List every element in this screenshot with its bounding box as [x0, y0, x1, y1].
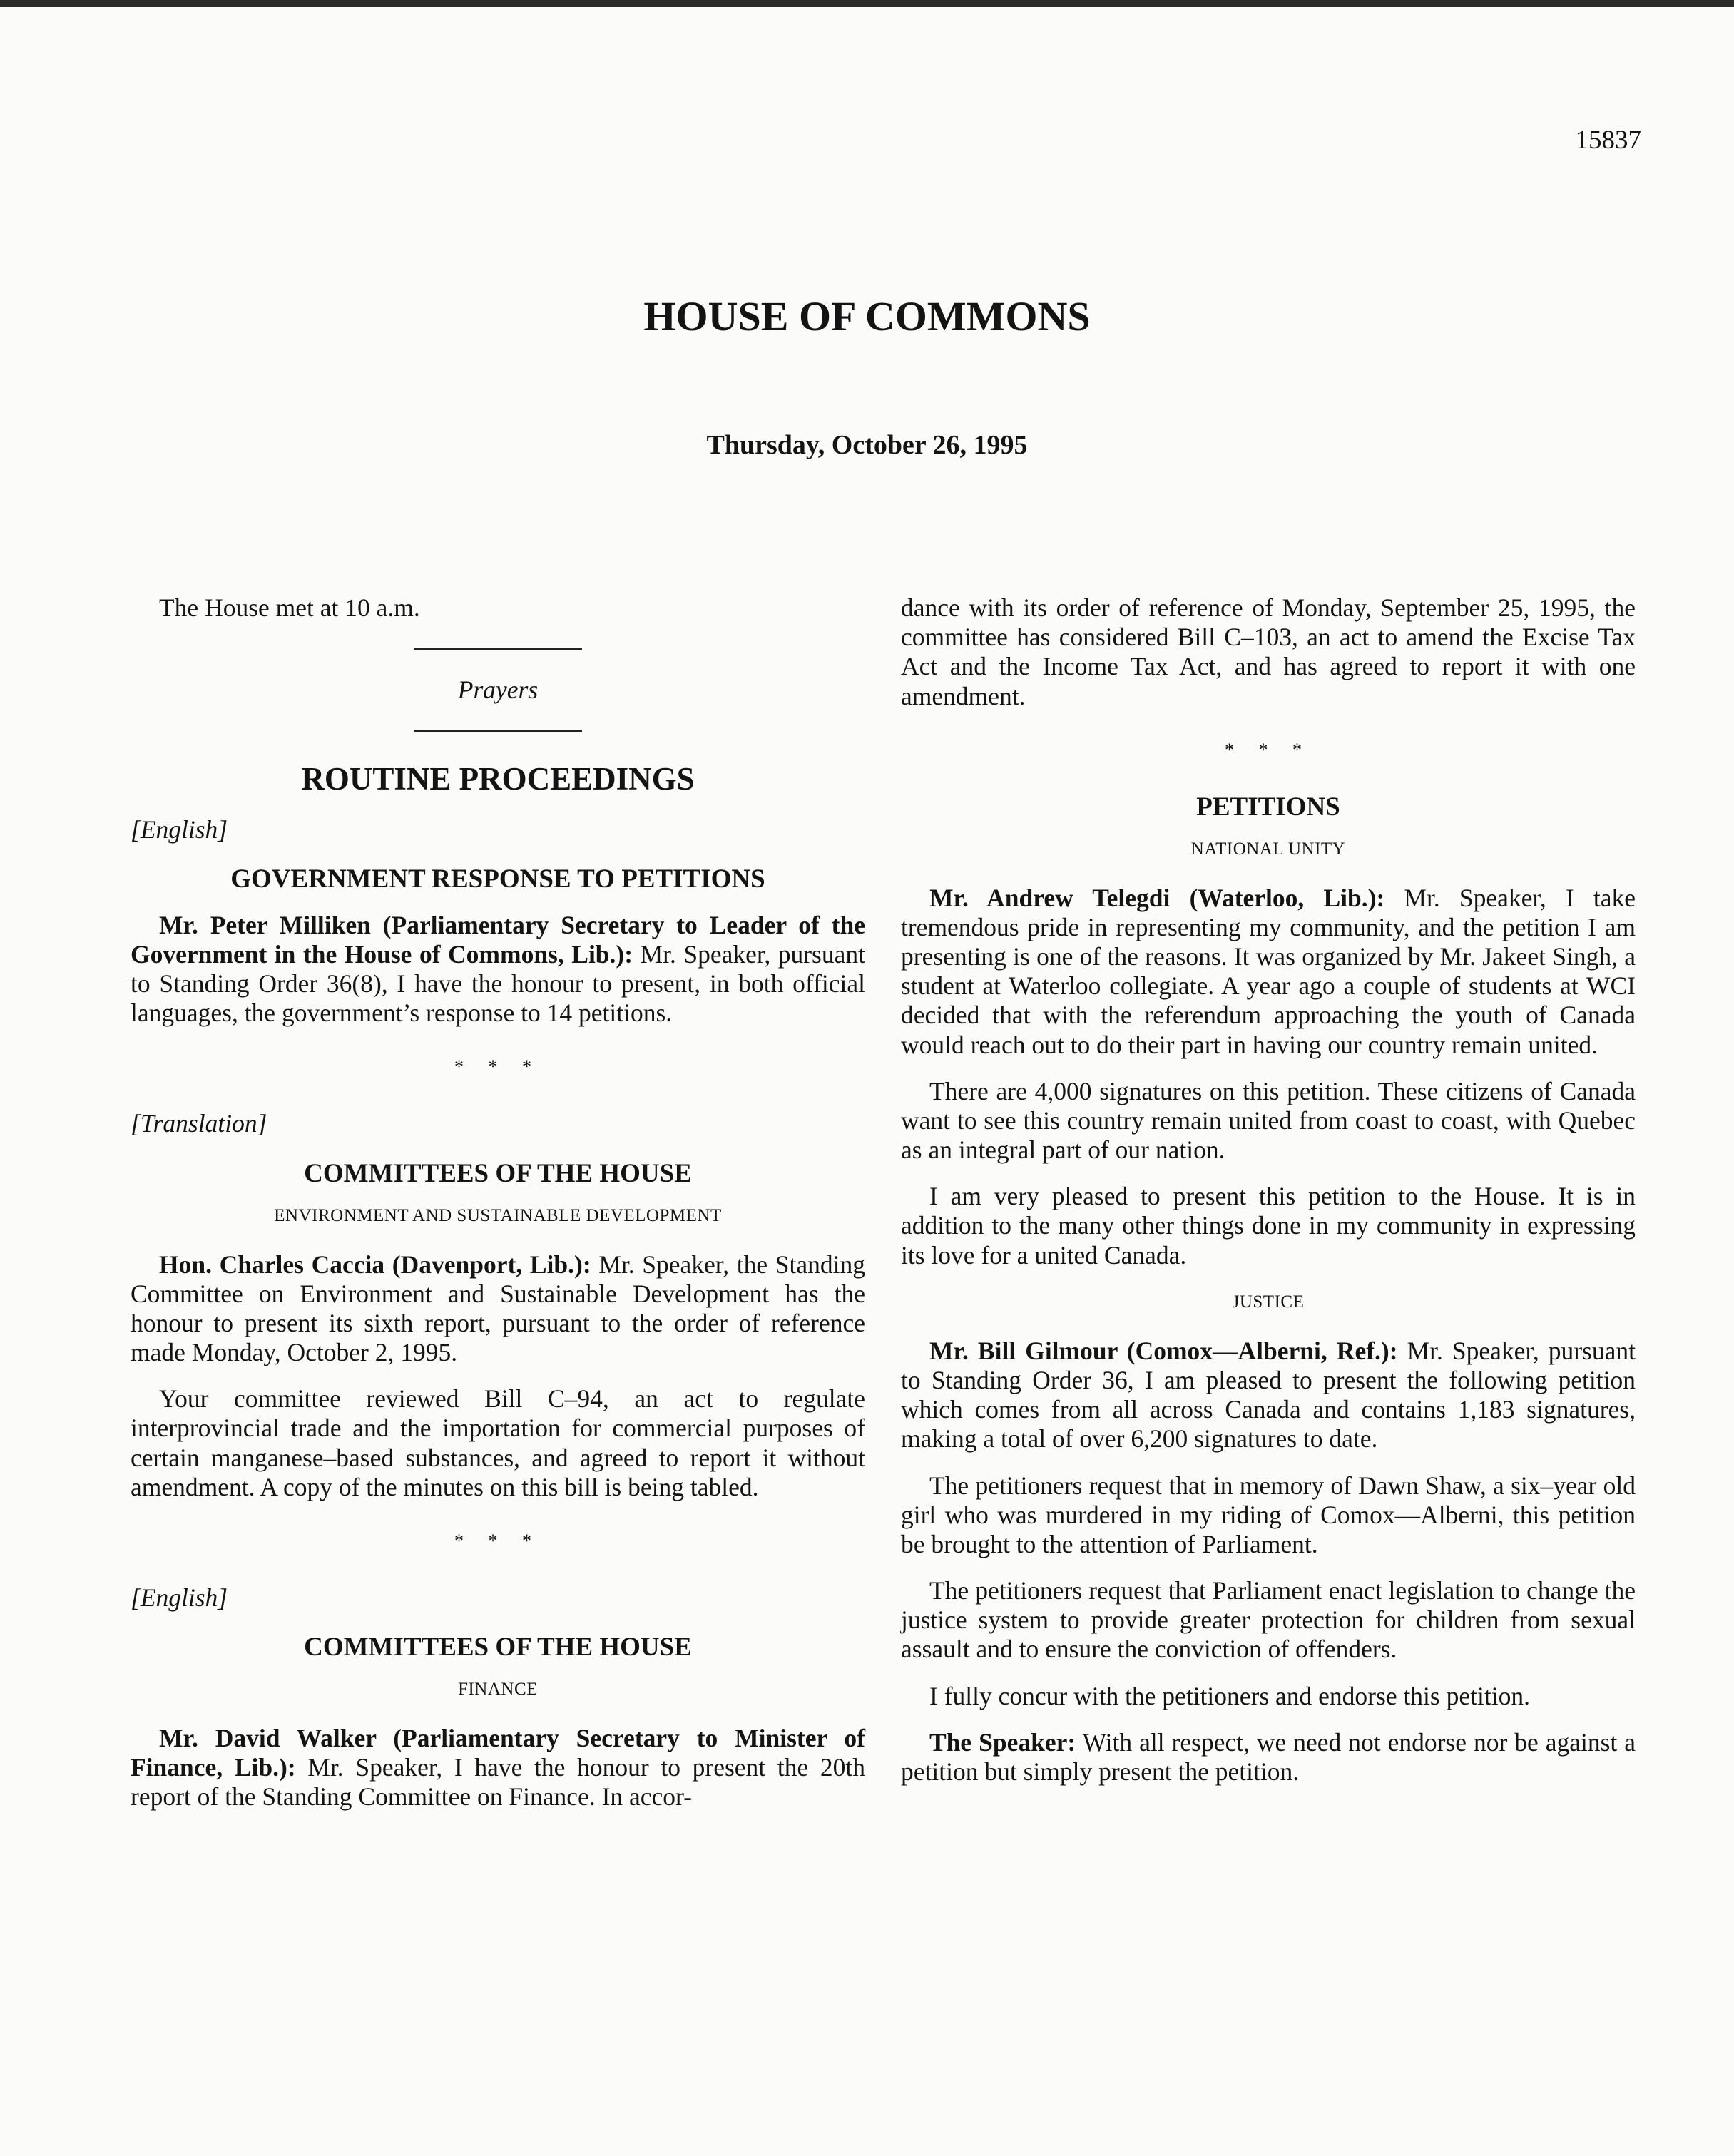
speech-text: With all respect, we need not endorse nor be against a petition but simply present the petition.: [901, 1727, 1636, 1786]
speech-text: Mr. Speaker, I have the honour to present the 20th report of the Standing Committee on Finance. In accor-: [131, 1753, 865, 1812]
speaker-name: Mr. Bill Gilmour (Comox—Alberni, Ref.):: [929, 1336, 1398, 1365]
milliken-paragraph: [131, 911, 865, 1028]
speaker-name: Hon. Charles Caccia (Davenport, Lib.):: [159, 1250, 591, 1279]
section-separator: * * *: [1225, 739, 1312, 760]
subheading-national-unity: NATIONAL UNITY: [1190, 839, 1346, 859]
opening-line: The House met at 10 a.m.: [159, 593, 420, 622]
gov-response-heading: GOVERNMENT RESPONSE TO PETITIONS: [230, 864, 765, 894]
telegdi-paragraph-3: I am very pleased to present this petition to the House. It is in addition to the many other things done in my community in expressing its love for a united Canada.: [901, 1182, 1636, 1269]
speaker-paragraph: [901, 1728, 1636, 1787]
page-number: 15837: [1575, 126, 1641, 155]
speech-text: Mr. Speaker, pursuant to Standing Order 36, I am pleased to present the following petition which comes from all across Canada and contains 1,183 signatures, making a total of over 6,200 signatures to date.: [901, 1336, 1636, 1453]
gilmour-paragraph-2: The petitioners request that in memory of Dawn Shaw, a six–year old girl who was murdered in my riding of Comox—Alberni, this petition be brought to the attention of Parliament.: [901, 1471, 1636, 1558]
right-column: [901, 593, 1636, 1804]
gilmour-paragraph: [901, 1337, 1636, 1454]
speaker-name: The Speaker:: [929, 1727, 1076, 1757]
language-note: [English]: [131, 1583, 228, 1613]
petitions-heading: PETITIONS: [1196, 792, 1340, 822]
prayers-label: Prayers: [457, 675, 539, 705]
subheading-finance: FINANCE: [458, 1680, 538, 1700]
section-separator: * * *: [454, 1056, 541, 1078]
divider-rule: [414, 648, 582, 650]
left-column: [131, 593, 865, 1829]
gilmour-paragraph-3: The petitioners request that Parliament enact legislation to change the justice system to provide greater protection for children from sexual assault and to ensure the conviction of offenders.: [901, 1576, 1636, 1664]
committees-heading: COMMITTEES OF THE HOUSE: [304, 1158, 692, 1188]
caccia-paragraph: [131, 1250, 865, 1368]
speech-text: Mr. Speaker, the Standing Committee on Environment and Sustainable Development has the honour to present its sixth report, pursuant to the order of reference made Monday, October 2, 1995.: [131, 1250, 865, 1367]
language-note: [English]: [131, 814, 228, 844]
gilmour-paragraph-4: I fully concur with the petitioners and endorse this petition.: [929, 1681, 1530, 1710]
language-note: [Translation]: [131, 1109, 267, 1138]
subheading-justice: JUSTICE: [1232, 1292, 1305, 1312]
telegdi-paragraph: [901, 884, 1636, 1060]
speaker-name: Mr. Peter Milliken (Parliamentary Secretary to Leader of the Government in the House of Commons, Lib.):: [131, 910, 865, 969]
page-title: HOUSE OF COMMONS: [643, 293, 1091, 339]
committee-review-paragraph: Your committee reviewed Bill C–94, an act to regulate interprovincial trade and the importation for commercial purposes of certain manganese–based substances, and agreed to report it without amendment. A copy of the minutes on this bill is being tabled.: [131, 1384, 865, 1501]
committees-heading: COMMITTEES OF THE HOUSE: [304, 1633, 692, 1662]
section-separator: * * *: [454, 1530, 541, 1551]
sitting-date: Thursday, October 26, 1995: [706, 430, 1028, 460]
speech-text: Mr. Speaker, pursuant to Standing Order 36(8), I have the honour to present, in both official languages, the government’s response to 14 petitions.: [131, 939, 865, 1028]
subheading-environment: ENVIRONMENT AND SUSTAINABLE DEVELOPMENT: [274, 1205, 722, 1225]
divider-rule: [414, 730, 582, 732]
walker-continuation: dance with its order of reference of Monday, September 25, 1995, the committee has considered Bill C–103, an act to amend the Excise Tax Act and the Income Tax Act, and has agreed to report it with one amendment.: [901, 593, 1636, 710]
speaker-name: Mr. David Walker (Parliamentary Secretary to Minister of Finance, Lib.):: [131, 1724, 865, 1782]
walker-paragraph: [131, 1724, 865, 1812]
routine-proceedings-heading: ROUTINE PROCEEDINGS: [301, 761, 695, 797]
speech-text: Mr. Speaker, I take tremendous pride in representing my community, and the petition I am presenting is one of the reasons. It was organized by Mr. Jakeet Singh, a student at Waterloo collegiate. A year ago a couple of students at WCI decided that with the referendum approaching the youth of Canada would reach out to do their part in having our country remain united.: [901, 883, 1636, 1059]
speaker-name: Mr. Andrew Telegdi (Waterloo, Lib.):: [929, 883, 1385, 912]
telegdi-paragraph-2: There are 4,000 signatures on this petition. These citizens of Canada want to see this country remain united from coast to coast, with Quebec as an integral part of our nation.: [901, 1076, 1636, 1165]
